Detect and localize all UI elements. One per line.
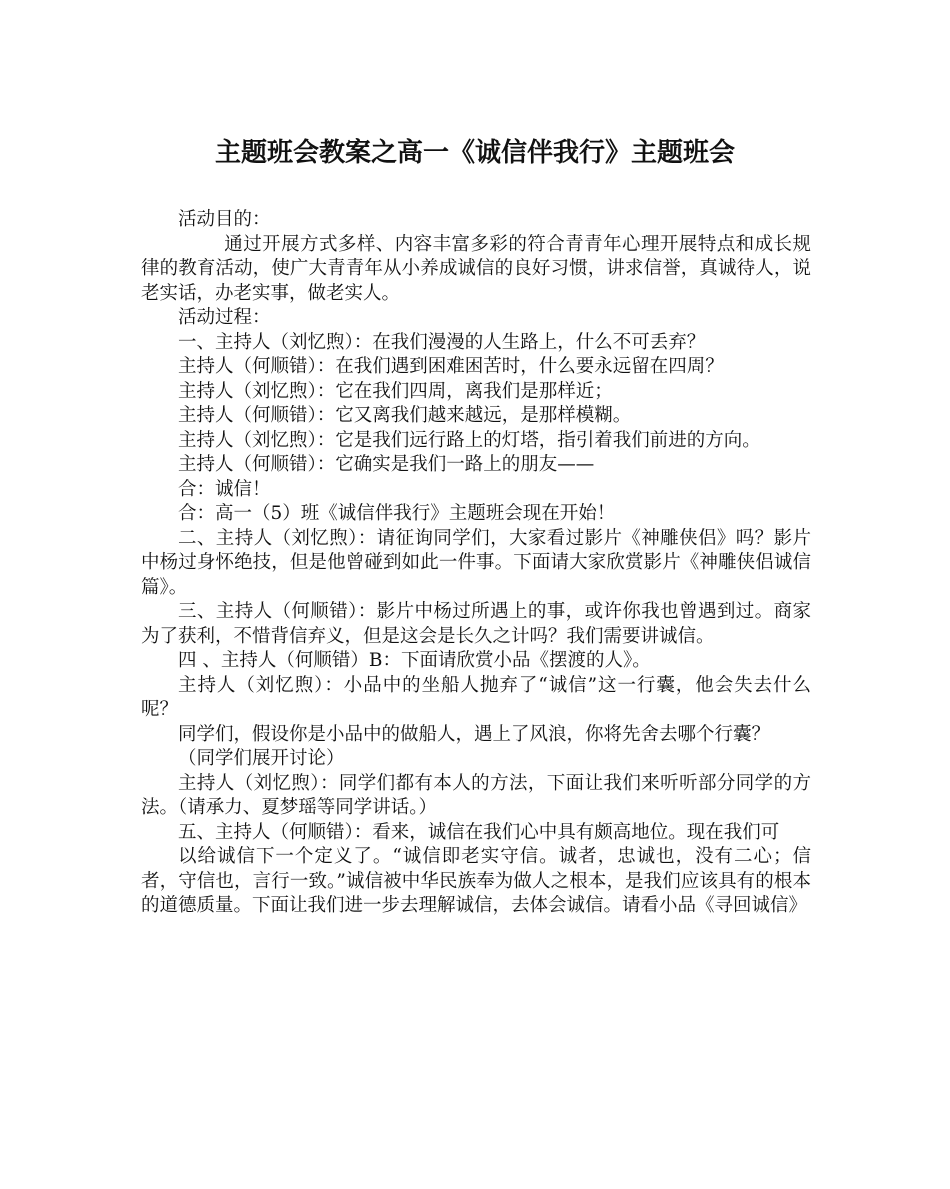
- paragraph-activity-purpose: 通过开展方式多样、内容丰富多彩的符合青青年心理开展特点和成长规律的教育活动，使广大青青年从小养成诚信的良好习惯，讲求信誉，真诚待人，说老实话，办老实事，做老实人。: [141, 233, 811, 304]
- document-title: 主题班会教案之高一《诚信伴我行》主题班会: [214, 138, 735, 168]
- paragraph: 合：诚信！: [178, 478, 271, 500]
- paragraph: 主持人（刘忆煦）：小品中的坐船人抛弃了“诚信”这一行囊，他会失去什么呢？: [141, 674, 811, 720]
- paragraph: 合：高一（5）班《诚信伴我行》主题班会现在开始！: [178, 503, 616, 524]
- paragraph-activity-purpose-heading: 活动目的：: [178, 209, 271, 230]
- paragraph: 四 、主持人（何顺错）B：下面请欣赏小品《摆渡的人》。: [178, 650, 651, 671]
- paragraph: 主持人（刘忆煦）：同学们都有本人的方法，下面让我们来听听部分同学的方法。（请承力、夏梦瑶等同学讲话。）: [141, 772, 811, 818]
- paragraph: 同学们，假设你是小品中的做船人，遇上了风浪，你将先舍去哪个行囊？: [178, 723, 771, 745]
- paragraph: 主持人（刘忆煦）：它是我们远行路上的灯塔，指引着我们前进的方向。: [178, 429, 761, 451]
- paragraph: 一、主持人（刘忆煦）：在我们漫漫的人生路上，什么不可丢弃？: [178, 331, 706, 353]
- paragraph: 三、主持人（何顺错）：影片中杨过所遇上的事，或许你我也曾遇到过。商家为了获利，不惜背信弃义，但是这会是长久之计吗？我们需要讲诚信。: [141, 601, 811, 647]
- paragraph: （同学们展开讨论）: [178, 748, 345, 769]
- paragraph: 主持人（何顺错）：在我们遇到困难困苦时，什么要永远留在四周？: [178, 356, 724, 377]
- paragraph: 以给诚信下一个定义了。“诚信即老实守信。诚者，忠诚也，没有二心；信者，守信也，言行一致。”诚信被中华民族奉为做人之根本，是我们应该具有的根本的道德质量。下面让我们进一步去理解诚信，去体会诚信。请看小品《寻回诚信》: [141, 846, 811, 916]
- document-body: [141, 208, 811, 919]
- paragraph: 主持人（刘忆煦）：它在我们四周，离我们是那样近；: [178, 380, 613, 402]
- paragraph: 五、主持人（何顺错）：看来，诚信在我们心中具有颇高地位。现在我们可: [178, 821, 780, 843]
- paragraph: 二、主持人（刘忆煦）：请征询同学们，大家看过影片《神雕侠侣》吗？影片中杨过身怀绝技，但是他曾碰到如此一件事。下面请大家欣赏影片《神雕侠侣诚信篇》。: [141, 527, 811, 598]
- paragraph: 主持人（何顺错）：它确实是我们一路上的朋友——: [178, 454, 595, 475]
- paragraph: 主持人（何顺错）：它又离我们越来越远，是那样模糊。: [178, 405, 632, 426]
- paragraph-activity-process-heading: 活动过程：: [178, 307, 271, 328]
